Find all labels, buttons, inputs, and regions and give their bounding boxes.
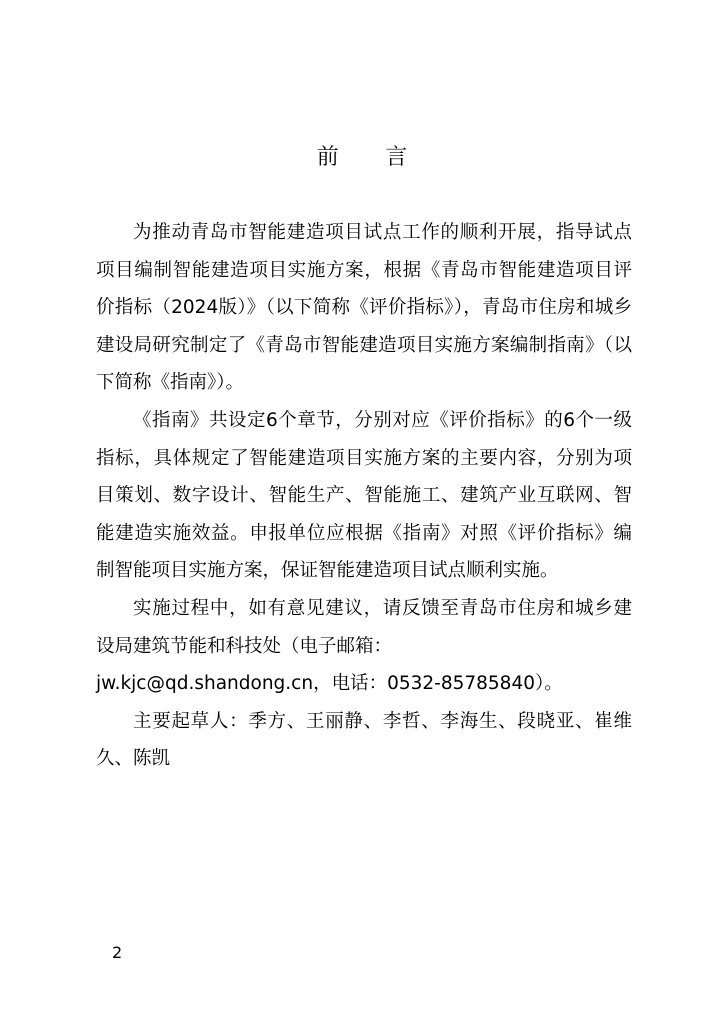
- intro-paragraph: 为推动青岛市智能建造项目试点工作的顺利开展，指导试点项目编制智能建造项目实施方案，根据《青岛市智能建造项目评价指标（2024版）》（以下简称《评价指标》），青岛市住房和城乡建设局研究制定了《青岛市智能建造项目实施方案编制指南》（以下简称《指南》）。: [96, 222, 632, 394]
- page-title: 前 言: [316, 145, 428, 170]
- contact-email-phone: jw.kjc@qd.shandong.cn，电话：0532-85785840）。: [96, 673, 563, 695]
- contact-text: 实施过程中，如有意见建议，请反馈至青岛市住房和城乡建设局建筑节能和科技处（电子邮箱：: [96, 597, 632, 657]
- drafters-paragraph: 主要起草人：季方、王丽静、李哲、李海生、段晓亚、崔维久、陈凯: [96, 710, 632, 770]
- body-text: [96, 214, 632, 778]
- guide-structure-paragraph: 《指南》共设定6个章节，分别对应《评价指标》的6个一级指标，具体规定了智能建造项目实施方案的主要内容，分别为项目策划、数字设计、智能生产、智能施工、建筑产业互联网、智能建造实施效益。申报单位应根据《指南》对照《评价指标》编制智能项目实施方案，保证智能建造项目试点顺利实施。: [96, 409, 632, 582]
- contact-paragraph: [96, 590, 632, 703]
- page-number: 2: [112, 943, 123, 962]
